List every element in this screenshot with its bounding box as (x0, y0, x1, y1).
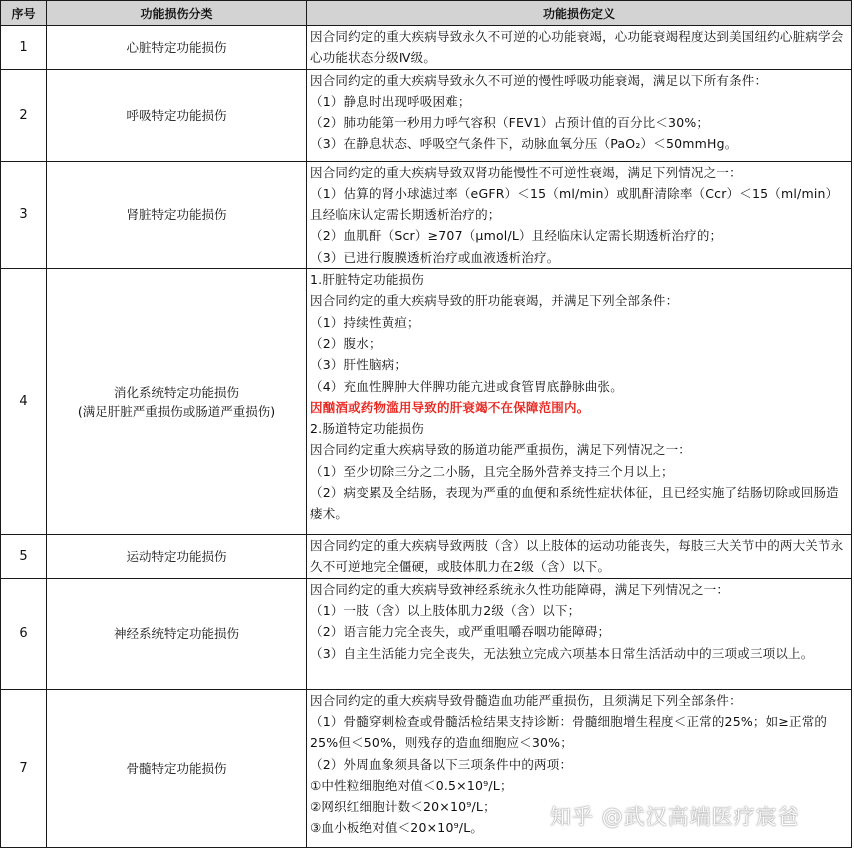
definition-heart (307, 26, 852, 70)
definition-text: （1）静息时出现呼吸困难； (310, 93, 471, 109)
definition-text: （1）持续性黄疸； (310, 314, 420, 330)
definition-text: （1）骨髓穿刺检查或骨髓活检结果支持诊断：骨髓细胞增生程度＜正常的25%；如≥正常的25%但＜50%，则残存的造血细胞应＜30%； (310, 713, 828, 751)
category-digestive (47, 269, 307, 535)
definition-text: 因合同约定的重大疾病导致永久不可逆的心功能衰竭，心功能衰竭程度达到美国纽约心脏病学会心功能状态分级Ⅳ级。 (310, 29, 844, 66)
category-bone-marrow: 骨髓特定功能损伤 (47, 689, 307, 847)
category-heart: 心脏特定功能损伤 (47, 26, 307, 70)
table-row (1, 161, 852, 268)
definition-text: （1）至少切除三分之二小肠，且完全肠外营养支持三个月以上； (310, 463, 674, 479)
exclusion-warning: 因酗酒或药物滥用导致的肝衰竭不在保障范围内。 (310, 399, 590, 415)
definition-text: （1）一肢（含）以上肢体肌力2级（含）以下； (310, 602, 581, 618)
definition-text: （3）已进行腹膜透析治疗或血液透析治疗。 (310, 249, 560, 265)
definition-motor (307, 535, 852, 579)
definition-text: （3）在静息状态、呼吸空气条件下，动脉血氧分压（PaO₂）＜50mmHg。 (310, 136, 738, 152)
definition-subheading: 1.肝脏特定功能损伤 (310, 272, 424, 288)
category-respiratory: 呼吸特定功能损伤 (47, 69, 307, 161)
definition-text: （4）充血性脾肿大伴脾功能亢进或食管胃底静脉曲张。 (310, 378, 623, 394)
table-row (1, 269, 852, 535)
definition-text: ③血小板绝对值＜20×10⁹/L。 (310, 820, 484, 836)
header-no: 序号 (1, 1, 47, 26)
row-number: 4 (1, 269, 47, 535)
definition-text: （2）血肌酐（Scr）≥707（μmol/L）且经临床认定需长期透析治疗的； (310, 228, 723, 244)
definition-respiratory (307, 69, 852, 161)
row-number: 3 (1, 161, 47, 268)
table-row (1, 26, 852, 70)
table-row (1, 535, 852, 579)
definition-digestive (307, 269, 852, 535)
header-category: 功能损伤分类 (47, 1, 307, 26)
definition-kidney (307, 161, 852, 268)
row-number: 6 (1, 578, 47, 689)
definition-text: 因合同约定的重大疾病导致双肾功能慢性不可逆性衰竭，满足下列情况之一： (310, 164, 742, 180)
definition-text: ②网织红细胞计数＜20×10⁹/L； (310, 799, 496, 815)
category-note: (满足肝脏严重损伤或肠道严重损伤) (77, 403, 276, 419)
definition-text: （2）外周血象须具备以下三项条件中的两项： (310, 756, 573, 772)
definition-text: 因合同约定的重大疾病导致骨髓造血功能严重损伤，且须满足下列全部条件： (310, 692, 742, 708)
category-nervous: 神经系统特定功能损伤 (47, 578, 307, 689)
definition-text: 因合同约定重大疾病导致的肠道功能严重损伤，满足下列情况之一： (310, 442, 692, 458)
definition-text: 因合同约定的重大疾病导致的肝功能衰竭，并满足下列全部条件： (310, 293, 679, 309)
row-number: 1 (1, 26, 47, 70)
category-title: 消化系统特定功能损伤 (113, 384, 239, 400)
definition-text: ①中性粒细胞绝对值＜0.5×10⁹/L； (310, 777, 513, 793)
table-row (1, 69, 852, 161)
category-kidney: 肾脏特定功能损伤 (47, 161, 307, 268)
definition-text: （2）语言能力完全丧失，或严重咀嚼吞咽功能障碍； (310, 624, 611, 640)
category-motor: 运动特定功能损伤 (47, 535, 307, 579)
definition-nervous (307, 578, 852, 689)
definition-text: （2）肺功能第一秒用力呼气容积（FEV1）占预计值的百分比＜30%； (310, 115, 710, 131)
definition-text: （1）估算的肾小球滤过率（eGFR）＜15（ml/min）或肌酐清除率（Ccr）＜15（ml/min）且经临床认定需长期透析治疗的； (310, 185, 839, 223)
table-row (1, 578, 852, 689)
definition-text: 因合同约定的重大疾病导致两肢（含）以上肢体的运动功能丧失，每肢三大关节中的两大关节永久不可逆地完全僵硬，或肢体肌力在2级（含）以下。 (310, 538, 844, 575)
watermark: 知乎 @武汉高端医疗宸爸 (550, 805, 800, 829)
row-number: 5 (1, 535, 47, 579)
row-number: 2 (1, 69, 47, 161)
row-number: 7 (1, 689, 47, 847)
definition-text: （2）病变累及全结肠，表现为严重的血便和系统性症状体征，且已经实施了结肠切除或回肠造瘘术。 (310, 485, 839, 522)
table-header-row (1, 1, 852, 26)
definition-text: （3）自主生活能力完全丧失，无法独立完成六项基本日常生活活动中的三项或三项以上。 (310, 645, 814, 661)
definition-subheading: 2.肠道特定功能损伤 (310, 421, 424, 437)
definition-text: 因合同约定的重大疾病导致神经系统永久性功能障碍，满足下列情况之一： (310, 581, 730, 597)
definition-text: （2）腹水； (310, 335, 382, 351)
definition-text: 因合同约定的重大疾病导致永久不可逆的慢性呼吸功能衰竭，满足以下所有条件： (310, 72, 768, 88)
definition-text: （3）肝性脑病； (310, 357, 408, 373)
header-definition: 功能损伤定义 (307, 1, 852, 26)
